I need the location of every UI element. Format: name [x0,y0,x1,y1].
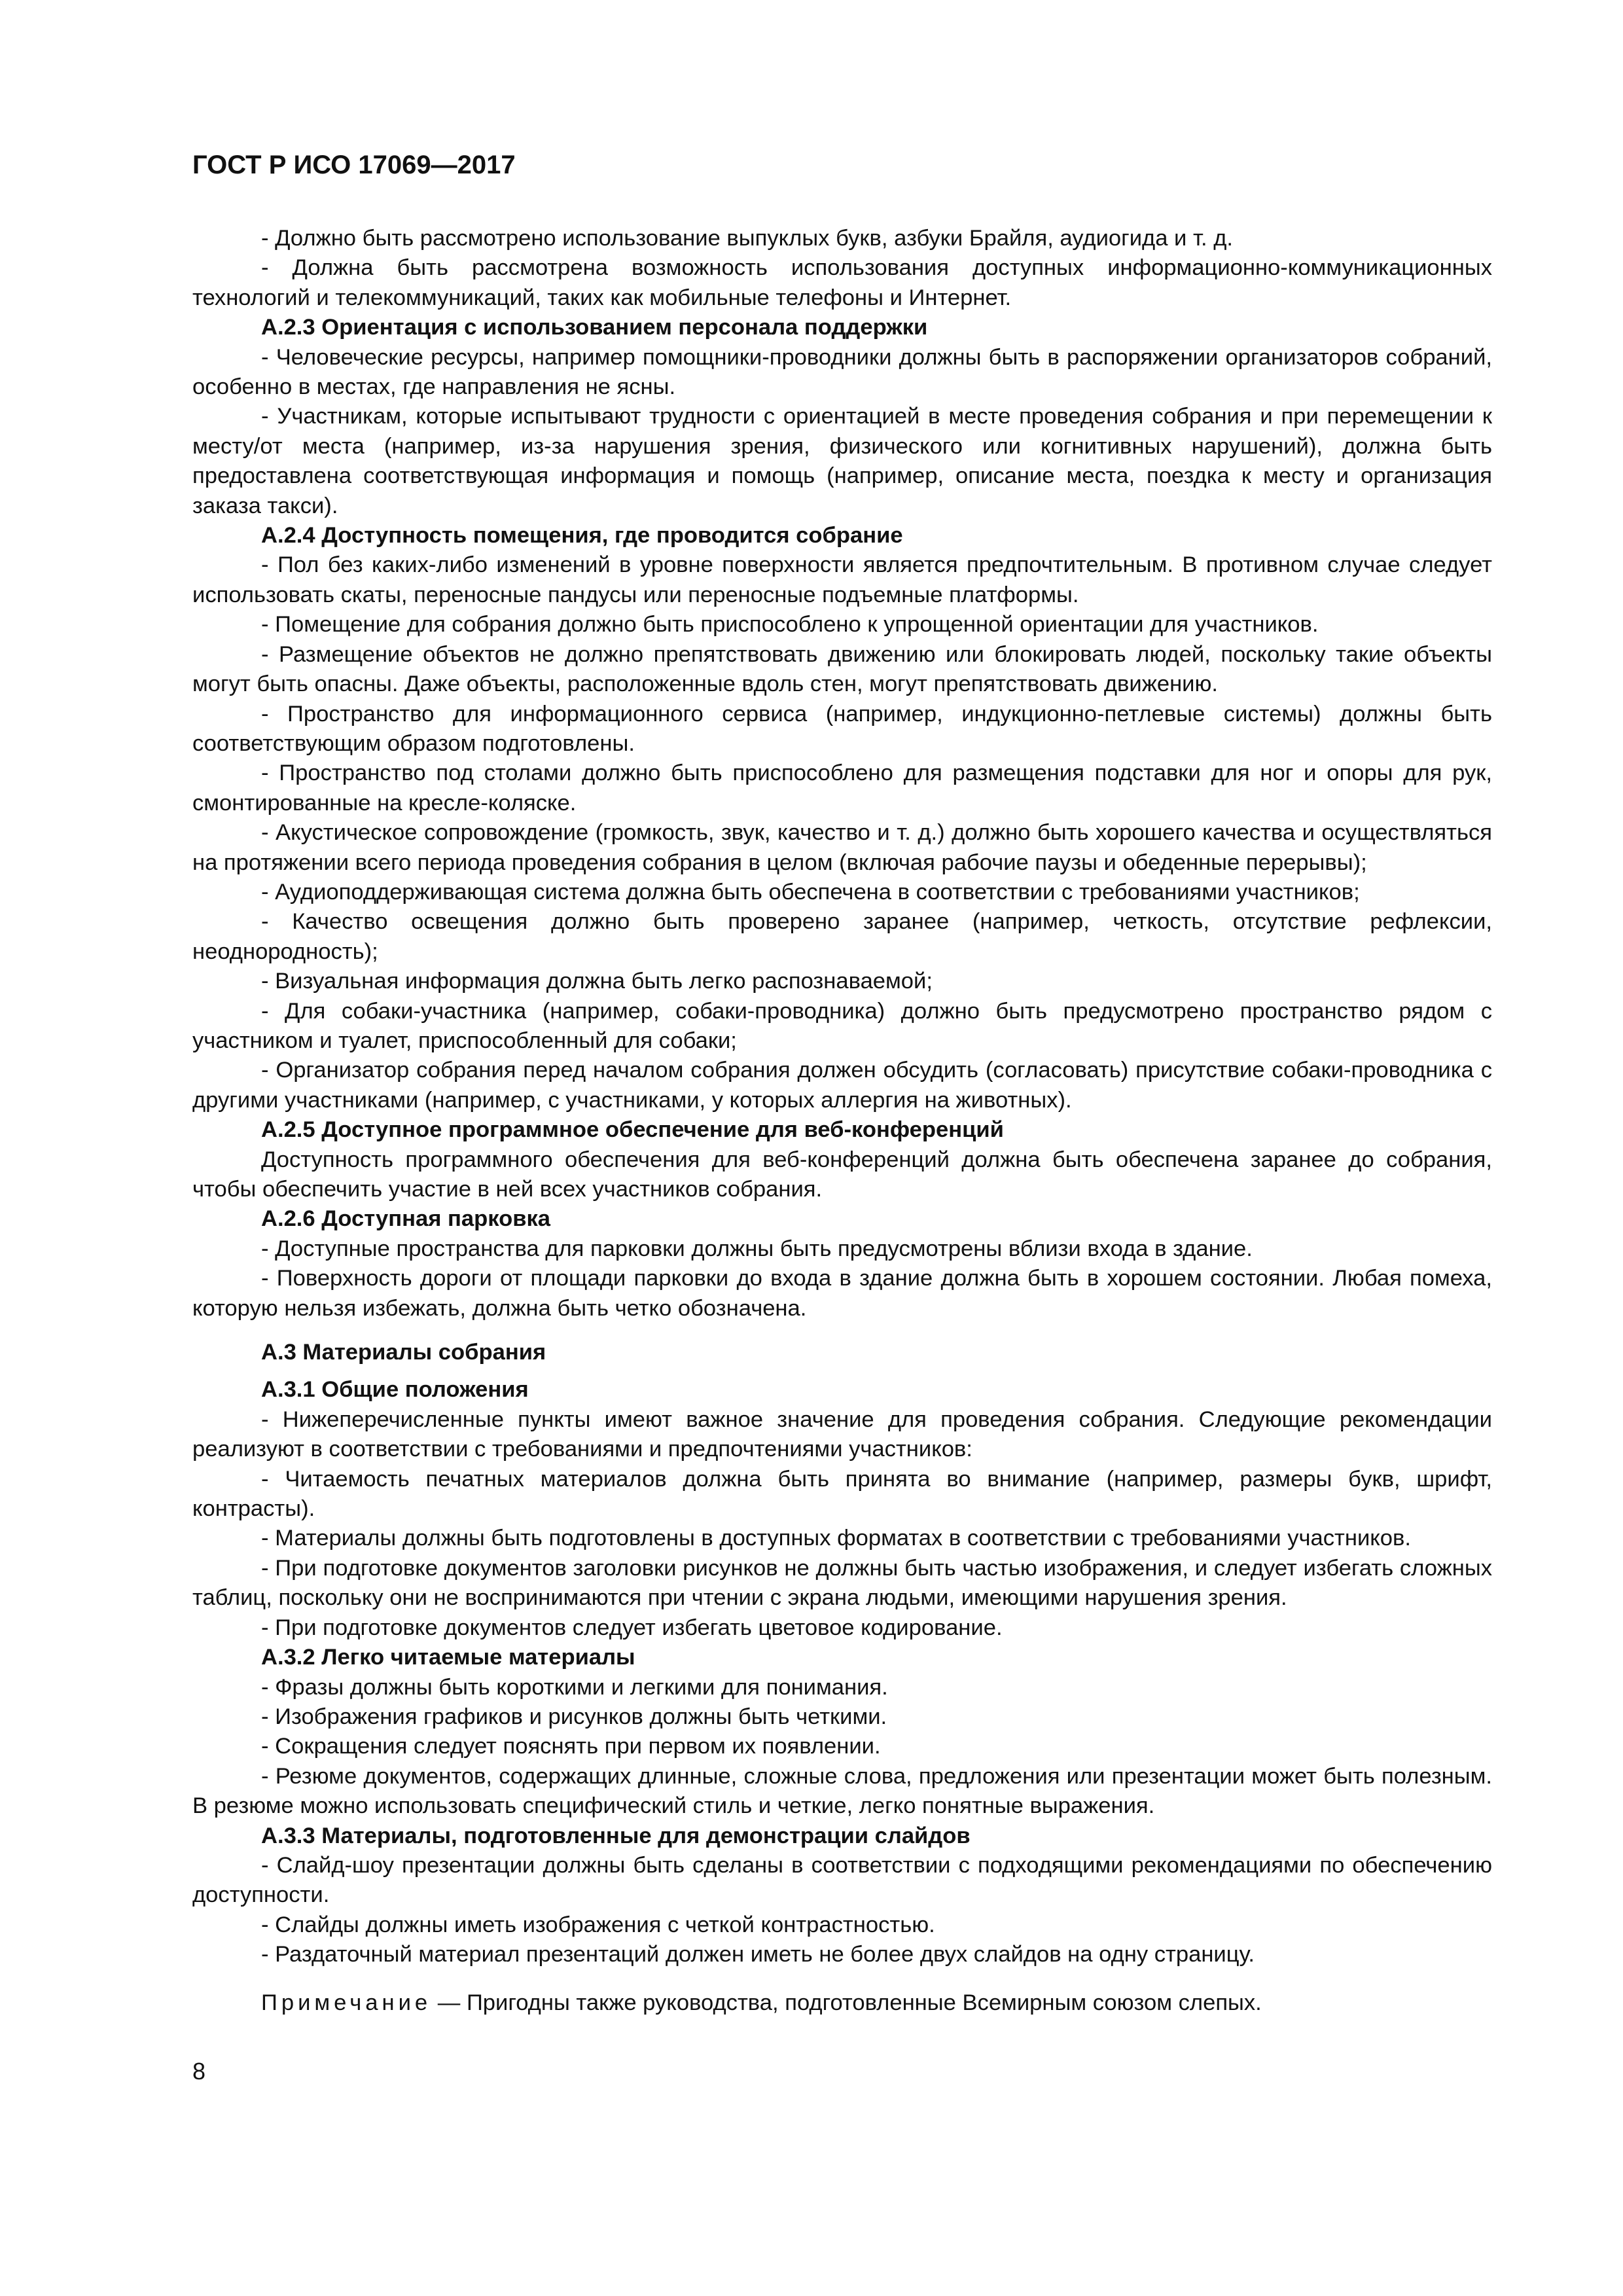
list-item: - Для собаки-участника (например, собаки-проводника) должно быть предусмотрено пространство рядом с участником и туалет, приспособленный для собаки; [192,998,1492,1053]
paragraph: Доступность программного обеспечения для веб-конференций должна быть обеспечена заранее до собрания, чтобы обеспечить участие в ней всех участников собрания. [192,1147,1492,1202]
note [192,1988,1492,2018]
list-item: - Пространство под столами должно быть приспособлено для размещения подставки для ног и опоры для рук, смонтированные на кресле-коляске. [192,761,1492,816]
list-item: - Участникам, которые испытывают трудности с ориентацией в месте проведения собрания и при перемещении к месту/от места (например, из-за нарушения зрения, физического или когнитивных нарушений), должна быть предоставлена соответствующая информация и помощь (например, описание места, поездка к месту и организация заказа такси). [192,404,1492,518]
note-label: Примечание [261,1990,432,2015]
list-item: - Слайды должны иметь изображения с четкой контрастностью. [261,1912,935,1937]
list-item: - Помещение для собрания должно быть приспособлено к упрощенной ориентации для участников. [261,612,1319,637]
document-header: ГОСТ Р ИСО 17069—2017 [192,151,516,179]
subsection-heading: А.3.1 Общие положения [261,1377,529,1403]
subsection-heading: А.3.2 Легко читаемые материалы [261,1645,635,1670]
subsection-heading: А.2.5 Доступное программное обеспечение для веб-конференций [261,1117,1004,1143]
list-item: - При подготовке документов заголовки рисунков не должны быть частью изображения, и следует избегать сложных таблиц, поскольку они не воспринимаются при чтении с экрана людьми, имеющими нарушения зрения. [192,1555,1492,1611]
subsection-heading: А.2.6 Доступная парковка [261,1206,551,1232]
list-item: - Акустическое сопровождение (громкость, звук, качество и т. д.) должно быть хорошего качества и осуществляться на протяжении всего периода проведения собрания в целом (включая рабочие паузы и обеденные перерывы); [192,820,1492,875]
list-item: - Сокращения следует пояснять при первом их появлении. [261,1734,881,1759]
list-item: - Визуальная информация должна быть легко распознаваемой; [261,969,933,994]
list-item: - При подготовке документов следует избегать цветовое кодирование. [261,1615,1003,1640]
list-item: - Организатор собрания перед началом собрания должен обсудить (согласовать) присутствие собаки-проводника с другими участниками (например, с участниками, у которых аллергия на животных). [192,1058,1492,1113]
section-heading: А.3 Материалы собрания [261,1340,546,1365]
list-item: - Нижеперечисленные пункты имеют важное значение для проведения собрания. Следующие рекомендации реализуют в соответствии с требованиями и предпочтениями участников: [192,1407,1492,1462]
list-item: - Качество освещения должно быть проверено заранее (например, четкость, отсутствие рефлексии, неоднородность); [192,909,1492,964]
list-item: - Человеческие ресурсы, например помощники-проводники должны быть в распоряжении организаторов собраний, особенно в местах, где направления не ясны. [192,344,1492,400]
page-body [192,224,1492,2018]
list-item: - Изображения графиков и рисунков должны быть четкими. [261,1704,887,1729]
list-item: - Пол без каких-либо изменений в уровне поверхности является предпочтительным. В противном случае следует использовать скаты, переносные пандусы или переносные подъемные платформы. [192,552,1492,607]
list-item: - Поверхность дороги от площади парковки до входа в здание должна быть в хорошем состоянии. Любая помеха, которую нельзя избежать, должна быть четко обозначена. [192,1266,1492,1321]
list-item: - Размещение объектов не должно препятствовать движению или блокировать людей, поскольку такие объекты могут быть опасны. Даже объекты, расположенные вдоль стен, могут препятствовать движению. [192,641,1492,697]
note-text: — Пригодны также руководства, подготовленные Всемирным союзом слепых. [431,1990,1262,2015]
list-item: - Доступные пространства для парковки должны быть предусмотрены вблизи входа в здание. [261,1236,1253,1261]
list-item: - Фразы должны быть короткими и легкими для понимания. [261,1674,888,1700]
list-item: - Должно быть рассмотрено использование выпуклых букв, азбуки Брайля, аудиогида и т. д. [261,226,1233,251]
list-item: - Слайд-шоу презентации должны быть сделаны в соответствии с подходящими рекомендациями по обеспечению доступности. [192,1852,1492,1908]
list-item: - Должна быть рассмотрена возможность использования доступных информационно-коммуникационных технологий и телекоммуникаций, таких как мобильные телефоны и Интернет. [192,255,1492,310]
list-item: - Читаемость печатных материалов должна быть принята во внимание (например, размеры букв, шрифт, контрасты). [192,1466,1492,1522]
list-item: - Пространство для информационного сервиса (например, индукционно-петлевые системы) должны быть соответствующим образом подготовлены. [192,701,1492,756]
list-item: - Раздаточный материал презентаций должен иметь не более двух слайдов на одну страницу. [261,1942,1255,1967]
subsection-heading: А.2.3 Ориентация с использованием персонала поддержки [261,315,928,340]
subsection-heading: А.2.4 Доступность помещения, где проводится собрание [261,523,903,548]
subsection-heading: А.3.3 Материалы, подготовленные для демонстрации слайдов [261,1823,971,1848]
list-item: - Резюме документов, содержащих длинные, сложные слова, предложения или презентации может быть полезным. В резюме можно использовать специфический стиль и четкие, легко понятные выражения. [192,1763,1492,1819]
list-item: - Материалы должны быть подготовлены в доступных форматах в соответствии с требованиями участников. [261,1526,1412,1551]
page-number: 8 [192,2058,206,2085]
list-item: - Аудиоподдерживающая система должна быть обеспечена в соответствии с требованиями участников; [261,879,1360,905]
